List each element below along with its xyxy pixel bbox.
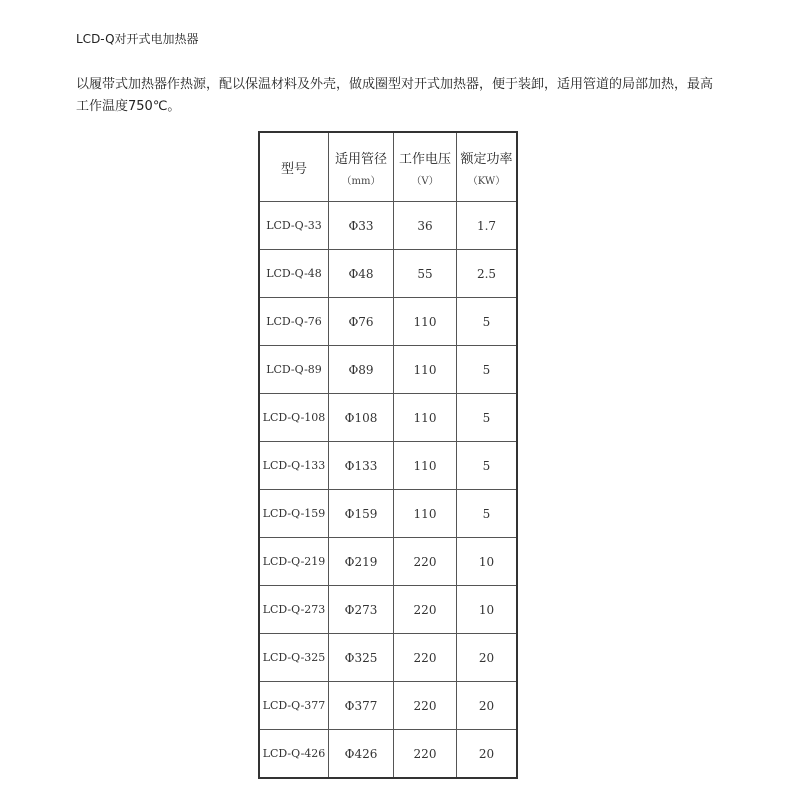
cell-diameter: Φ377 [329, 682, 394, 730]
cell-voltage: 55 [394, 250, 457, 298]
page-title: LCD-Q对开式电加热器 [76, 32, 199, 46]
cell-power: 20 [457, 634, 518, 682]
cell-diameter: Φ33 [329, 202, 394, 250]
cell-voltage: 110 [394, 346, 457, 394]
table-row [259, 442, 517, 490]
cell-diameter: Φ108 [329, 394, 394, 442]
header-voltage-unit: （V） [411, 175, 439, 187]
cell-diameter: Φ219 [329, 538, 394, 586]
cell-model: LCD-Q-108 [259, 394, 329, 442]
cell-model: LCD-Q-159 [259, 490, 329, 538]
cell-model: LCD-Q-377 [259, 682, 329, 730]
table-row [259, 682, 517, 730]
cell-power: 5 [457, 346, 518, 394]
cell-voltage: 36 [394, 202, 457, 250]
cell-diameter: Φ48 [329, 250, 394, 298]
table-row [259, 202, 517, 250]
cell-power: 5 [457, 298, 518, 346]
cell-diameter: Φ325 [329, 634, 394, 682]
cell-power: 1.7 [457, 202, 518, 250]
cell-voltage: 110 [394, 490, 457, 538]
cell-power: 20 [457, 730, 518, 779]
table-row [259, 586, 517, 634]
table-row [259, 490, 517, 538]
cell-voltage: 220 [394, 538, 457, 586]
cell-voltage: 110 [394, 394, 457, 442]
cell-model: LCD-Q-76 [259, 298, 329, 346]
cell-power: 10 [457, 538, 518, 586]
header-model [259, 132, 329, 202]
header-power-unit: （KW） [467, 175, 506, 187]
cell-power: 5 [457, 490, 518, 538]
table-row [259, 346, 517, 394]
cell-voltage: 220 [394, 730, 457, 779]
intro-paragraph: 以履带式加热器作热源，配以保温材料及外壳，做成圈型对开式加热器，便于装卸，适用管道的局部加热，最高工作温度750℃。 [76, 77, 714, 114]
cell-model: LCD-Q-325 [259, 634, 329, 682]
table-row [259, 298, 517, 346]
cell-voltage: 220 [394, 634, 457, 682]
cell-power: 5 [457, 442, 518, 490]
cell-model: LCD-Q-33 [259, 202, 329, 250]
header-power [457, 132, 518, 202]
cell-diameter: Φ89 [329, 346, 394, 394]
cell-model: LCD-Q-426 [259, 730, 329, 779]
cell-voltage: 220 [394, 682, 457, 730]
header-voltage-label: 工作电压 [398, 151, 451, 167]
header-voltage [394, 132, 457, 202]
cell-diameter: Φ133 [329, 442, 394, 490]
cell-voltage: 110 [394, 298, 457, 346]
cell-power: 5 [457, 394, 518, 442]
cell-power: 10 [457, 586, 518, 634]
header-power-label: 额定功率 [460, 151, 513, 167]
cell-diameter: Φ76 [329, 298, 394, 346]
header-model-label: 型号 [280, 161, 307, 177]
spec-table [258, 131, 518, 779]
table-row [259, 394, 517, 442]
cell-model: LCD-Q-48 [259, 250, 329, 298]
cell-model: LCD-Q-133 [259, 442, 329, 490]
cell-power: 20 [457, 682, 518, 730]
header-pipe-diameter-label: 适用管径 [334, 151, 387, 167]
table-header-row [259, 132, 517, 202]
cell-diameter: Φ426 [329, 730, 394, 779]
header-pipe-diameter [329, 132, 394, 202]
table-row [259, 730, 517, 779]
cell-diameter: Φ273 [329, 586, 394, 634]
cell-power: 2.5 [457, 250, 518, 298]
cell-model: LCD-Q-273 [259, 586, 329, 634]
cell-voltage: 110 [394, 442, 457, 490]
cell-model: LCD-Q-89 [259, 346, 329, 394]
cell-model: LCD-Q-219 [259, 538, 329, 586]
table-row [259, 250, 517, 298]
header-pipe-diameter-unit: （mm） [341, 175, 381, 187]
table-row [259, 538, 517, 586]
cell-diameter: Φ159 [329, 490, 394, 538]
table-row [259, 634, 517, 682]
cell-voltage: 220 [394, 586, 457, 634]
